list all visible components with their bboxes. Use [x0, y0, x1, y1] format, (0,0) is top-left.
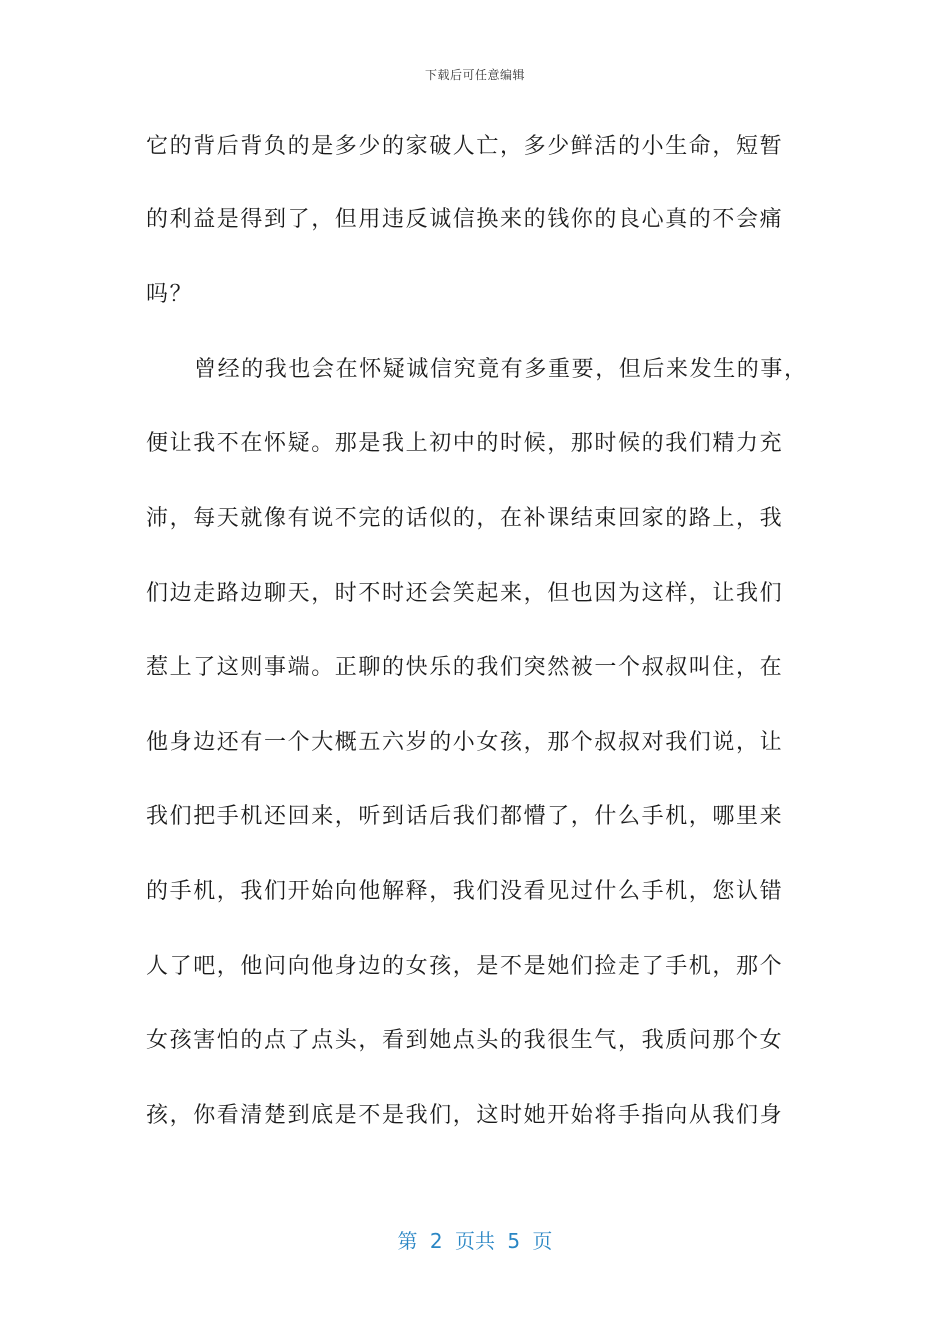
- text-line: 曾经的我也会在怀疑诚信究竟有多重要，但后来发生的事，: [194, 357, 808, 382]
- text-line: 人了吧，他问向他身边的女孩，是不是她们捡走了手机，那个: [146, 954, 784, 979]
- text-line: 它的背后背负的是多少的家破人亡，多少鲜活的小生命，短暂: [146, 134, 784, 159]
- text-line: 沛，每天就像有说不完的话似的，在补课结束回家的路上，我: [146, 506, 784, 531]
- header-note: 下载后可任意编辑: [424, 68, 525, 82]
- text-line: 他身边还有一个大概五六岁的小女孩，那个叔叔对我们说，让: [146, 730, 784, 755]
- text-line: 的手机，我们开始向他解释，我们没看见过什么手机，您认错: [146, 879, 784, 904]
- text-line: 女孩害怕的点了点头，看到她点头的我很生气，我质问那个女: [146, 1028, 784, 1053]
- text-line: 吗？: [146, 282, 194, 307]
- text-line: 孩，你看清楚到底是不是我们，这时她开始将手指向从我们身: [146, 1103, 784, 1128]
- text-line: 便让我不在怀疑。那是我上初中的时候，那时候的我们精力充: [146, 431, 784, 456]
- text-line: 的利益是得到了，但用违反诚信换来的钱你的良心真的不会痛: [146, 207, 784, 232]
- page-number: 第 2 页共 5 页: [397, 1229, 553, 1253]
- text-line: 我们把手机还回来，听到话后我们都懵了，什么手机，哪里来: [146, 804, 784, 829]
- text-line: 惹上了这则事端。正聊的快乐的我们突然被一个叔叔叫住，在: [146, 655, 784, 680]
- page-footer: [0, 1225, 950, 1254]
- text-line: 们边走路边聊天，时不时还会笑起来，但也因为这样，让我们: [146, 581, 784, 606]
